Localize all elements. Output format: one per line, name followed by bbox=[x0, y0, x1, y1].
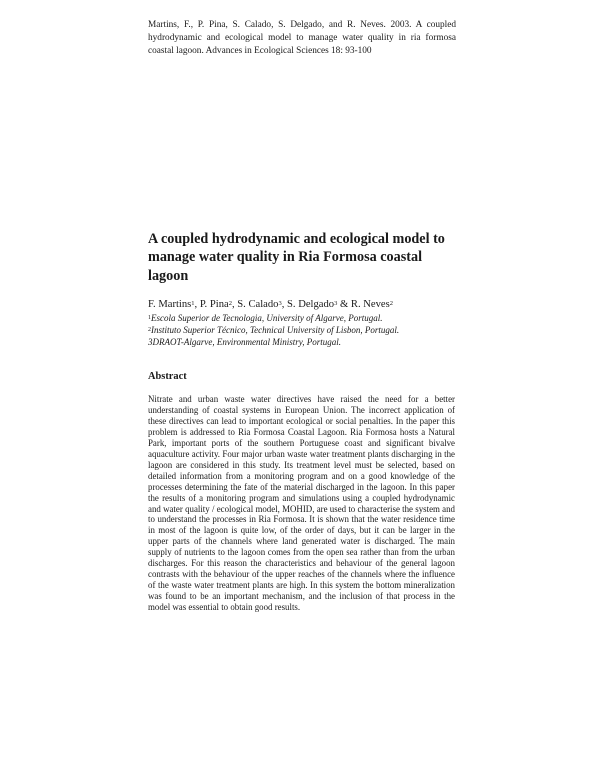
affiliation-text: Instituto Superior Técnico, Technical University of Lisbon, Portugal. bbox=[151, 325, 400, 336]
affiliation-line bbox=[148, 312, 468, 324]
author-separator: , bbox=[231, 299, 238, 310]
author-separator: & bbox=[337, 299, 351, 310]
author-affiliation-mark: 1 bbox=[191, 300, 195, 307]
author-separator: , bbox=[281, 299, 287, 310]
author-name: S. Calado bbox=[237, 299, 279, 310]
author-list bbox=[148, 298, 468, 312]
author-name: R. Neves bbox=[350, 299, 390, 310]
affiliation-text: 3DRAOT-Algarve, Environmental Ministry, Portugal. bbox=[148, 337, 341, 348]
affiliation-mark: 2 bbox=[148, 327, 151, 334]
author-affiliation-mark: 2 bbox=[389, 300, 393, 307]
author-separator: , bbox=[194, 299, 200, 310]
affiliation-list bbox=[148, 312, 468, 349]
author-affiliation-mark: 2 bbox=[228, 300, 232, 307]
author-affiliation-mark: 3 bbox=[334, 300, 338, 307]
affiliation-line bbox=[148, 336, 468, 348]
author-name: F. Martins bbox=[148, 299, 192, 310]
author-name: S. Delgado bbox=[287, 299, 335, 310]
affiliation-line bbox=[148, 324, 468, 336]
author-affiliation-mark: 3 bbox=[278, 300, 282, 307]
abstract-body: Nitrate and urban waste water directives have raised the need for a better understanding of coastal systems in European Union. The incorrect application of these directives can lead to important ecological or social penalties. In the paper this problem is addressed to Ria Formosa Coastal Lagoon. Ria Formosa hosts a Natural Park, important ports of the southern Portuguese coast and significant bivalve aquaculture activity. Four major urban waste water treatment plants discharging in the lagoon are considered in this study. Its treatment level must be selected, based on detailed information from a monitoring program and on a good knowledge of the processes determining the fate of the material discharged in the lagoon. In this paper the results of a monitoring program and simulations using a coupled hydrodynamic and water quality / ecological model, MOHID, are used to characterise the system and to understand the processes in Ria Formosa. It is shown that the water residence time in most of the lagoon is quite low, of the order of days, but it can be larger in the upper parts of the channels where land generated water is discharged. The main supply of nutrients to the lagoon comes from the open sea rather than from the urban discharges. For this reason the characteristics and behaviour of the general lagoon contrasts with the behaviour of the upper reaches of the channels where the influence of the waste water treatment plants are high. In this system the bottom mineralization was found to be an important mechanism, and the inclusion of that process in the model was essential to obtain good results. bbox=[148, 394, 455, 613]
affiliation-text: Escola Superior de Tecnologia, University of Algarve, Portugal. bbox=[151, 313, 383, 323]
author-name: P. Pina bbox=[199, 299, 229, 310]
affiliation-mark: 1 bbox=[148, 315, 151, 321]
citation-header: Martins, F., P. Pina, S. Calado, S. Delgado, and R. Neves. 2003. A coupled hydrodynamic and ecological model to manage water quality in ria formosa coastal lagoon. Advances in Ecological Sciences 18: 93-100 bbox=[148, 20, 456, 56]
abstract-heading: Abstract bbox=[148, 371, 187, 382]
paper-title: A coupled hydrodynamic and ecological model to manage water quality in Ria Formosa coastal lagoon bbox=[148, 231, 445, 284]
